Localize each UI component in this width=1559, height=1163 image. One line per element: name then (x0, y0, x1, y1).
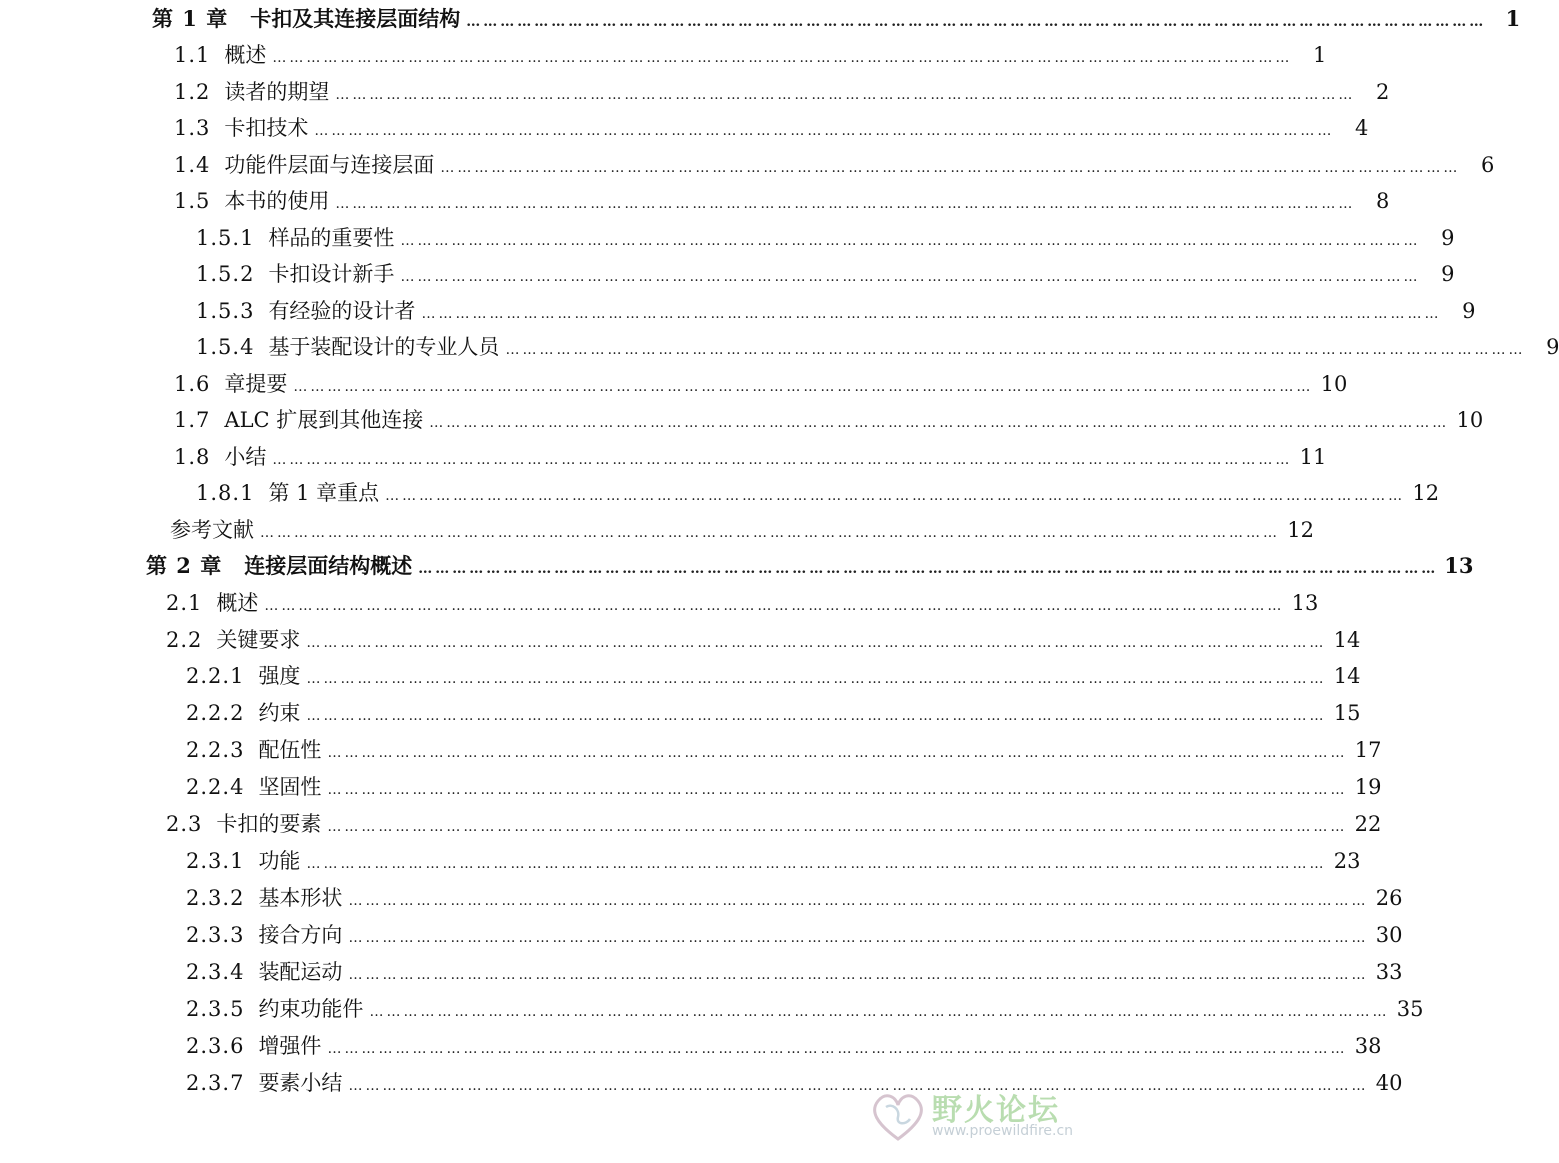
toc-dot-leader: ……………………………………………………………………………………………………………………………………………………………… (335, 87, 1356, 103)
toc-dot-leader: ……………………………………………………………………………………………………………………………………………………………… (400, 233, 1421, 249)
toc-title: 配伍性 (258, 738, 322, 762)
toc-number: 2.3.2 (186, 886, 245, 910)
toc-title: 功能 (258, 849, 301, 873)
toc-page-number: 35 (1396, 997, 1424, 1021)
toc-number: 1.8.1 (196, 481, 255, 505)
toc-dot-leader: ……………………………………………………………………………………………………………………………………………………………… (306, 671, 1327, 687)
toc-entry[interactable] (186, 1033, 1382, 1062)
toc-title: 卡扣技术 (224, 116, 309, 140)
toc-page-number: 9 (1546, 335, 1559, 359)
toc-number: 2.2.3 (186, 738, 245, 762)
toc-number: 2.2.1 (186, 664, 245, 688)
toc-title: 连接层面结构概述 (244, 553, 413, 578)
toc-number: 1.2 (174, 80, 211, 104)
toc-dot-leader: ……………………………………………………………………………………………………………………………………………………………… (327, 782, 1348, 798)
toc-page-number: 26 (1375, 886, 1403, 910)
toc-dot-leader: ……………………………………………………………………………………………………………………………………………………………… (306, 635, 1327, 651)
toc-number: 2.3.6 (186, 1034, 245, 1058)
toc-number: 2.3 (166, 812, 203, 836)
toc-entry[interactable] (186, 737, 1382, 766)
toc-dot-leader: ……………………………………………………………………………………………………………………………………………………………… (348, 967, 1369, 983)
toc-entry[interactable] (186, 996, 1424, 1025)
toc-dot-leader: ……………………………………………………………………………………………………………………………………………………………… (306, 856, 1327, 872)
toc-title: 接合方向 (258, 923, 343, 947)
watermark-url: www.proewildfire.cn (932, 1123, 1074, 1139)
toc-number: 1.5.2 (196, 262, 255, 286)
toc-page-number: 10 (1456, 408, 1484, 432)
toc-title: 有经验的设计者 (268, 299, 416, 323)
toc-dot-leader: ……………………………………………………………………………………………………………………………………………………………… (385, 488, 1406, 504)
toc-title: 概述 (224, 43, 267, 67)
toc-title: ALC 扩展到其他连接 (224, 408, 424, 432)
toc-dot-leader: ……………………………………………………………………………………………………………………………………………………………… (369, 1004, 1390, 1020)
toc-page-number: 4 (1355, 116, 1369, 140)
toc-title: 样品的重要性 (268, 226, 395, 250)
toc-page-number: 12 (1287, 518, 1314, 542)
toc-title: 要素小结 (258, 1071, 343, 1095)
toc-title: 概述 (216, 591, 259, 615)
toc-dot-leader: ……………………………………………………………………………………………………………………………………………………………… (264, 598, 1285, 614)
toc-title: 章提要 (224, 372, 288, 396)
toc-number: 2.3.5 (186, 997, 245, 1021)
toc-dot-leader: ……………………………………………………………………………………………………………………………………………………………… (293, 379, 1314, 395)
toc-page-number: 23 (1333, 849, 1361, 873)
toc-number: 2.3.1 (186, 849, 245, 873)
toc-page-number: 1 (1505, 6, 1521, 31)
toc-entry[interactable] (174, 115, 1369, 144)
toc-page-number: 22 (1354, 812, 1382, 836)
toc-page-number: 13 (1291, 591, 1319, 615)
toc-chapter-entry[interactable] (152, 6, 1521, 35)
toc-number: 第 2 章 (146, 553, 223, 578)
toc-entry[interactable] (196, 480, 1440, 509)
toc-page-number: 2 (1376, 80, 1390, 104)
toc-entry[interactable] (186, 848, 1361, 877)
toc-page-number: 14 (1333, 628, 1361, 652)
toc-title: 约束 (258, 701, 301, 725)
toc-title: 增强件 (258, 1034, 322, 1058)
toc-entry[interactable] (186, 663, 1361, 692)
toc-page-number: 33 (1375, 960, 1403, 984)
toc-entry[interactable] (174, 188, 1390, 217)
toc-number: 1.6 (174, 372, 211, 396)
toc-number: 2.2.4 (186, 775, 245, 799)
toc-dot-leader: ……………………………………………………………………………………………………………………………………………………………… (306, 708, 1327, 724)
toc-dot-leader: ……………………………………………………………………………………………………………………………………………………………… (260, 525, 1280, 541)
toc-page-number: 19 (1354, 775, 1382, 799)
toc-number: 1.8 (174, 445, 211, 469)
toc-page-number: 14 (1333, 664, 1361, 688)
toc-dot-leader: ……………………………………………………………………………………………………………………………………………………………… (327, 819, 1348, 835)
toc-entry[interactable] (170, 517, 1314, 546)
toc-title: 强度 (258, 664, 301, 688)
toc-dot-leader: ……………………………………………………………………………………………………………………………………………………………… (440, 160, 1461, 176)
toc-number: 2.3.4 (186, 960, 245, 984)
toc-number: 1.5.4 (196, 335, 255, 359)
toc-entry[interactable] (186, 700, 1361, 729)
toc-title: 卡扣及其连接层面结构 (250, 6, 461, 31)
toc-entry[interactable] (166, 811, 1382, 840)
toc-title: 卡扣设计新手 (268, 262, 395, 286)
toc-page-number: 38 (1354, 1034, 1382, 1058)
toc-entry[interactable] (186, 959, 1403, 988)
toc-entry[interactable] (174, 371, 1348, 400)
toc-title: 坚固性 (258, 775, 322, 799)
toc-title: 卡扣的要素 (216, 812, 322, 836)
toc-title: 读者的期望 (224, 80, 330, 104)
toc-number: 1.5 (174, 189, 211, 213)
toc-page-number: 15 (1333, 701, 1361, 725)
toc-dot-leader: ……………………………………………………………………………………………………………………………………………………………… (421, 306, 1442, 322)
toc-dot-leader: ……………………………………………………………………………………………………………………………………………………………… (272, 452, 1293, 468)
toc-title: 小结 (224, 445, 267, 469)
toc-entry[interactable] (186, 922, 1403, 951)
toc-entry[interactable] (174, 444, 1327, 473)
toc-page-number: 8 (1376, 189, 1390, 213)
toc-entry[interactable] (174, 42, 1327, 71)
toc-page-number: 6 (1481, 153, 1495, 177)
toc-number: 2.3.7 (186, 1071, 245, 1095)
toc-page-number: 12 (1412, 481, 1440, 505)
toc-page-number: 10 (1320, 372, 1348, 396)
toc-number: 1.3 (174, 116, 211, 140)
toc-number: 2.2 (166, 628, 203, 652)
toc-dot-leader: ……………………………………………………………………………………………………………………………………………………………… (314, 123, 1335, 139)
toc-page-number: 9 (1462, 299, 1476, 323)
toc-dot-leader: ……………………………………………………………………………………………………………………………………………………………… (466, 14, 1487, 30)
toc-dot-leader: ……………………………………………………………………………………………………………………………………………………………… (272, 50, 1293, 66)
toc-chapter-entry[interactable] (146, 553, 1474, 582)
watermark-name: 野火论坛 (932, 1093, 1060, 1128)
toc-entry[interactable] (186, 885, 1403, 914)
toc-dot-leader: ……………………………………………………………………………………………………………………………………………………………… (348, 1078, 1369, 1094)
toc-title: 第 1 章重点 (268, 481, 380, 505)
toc-dot-leader: ……………………………………………………………………………………………………………………………………………………………… (327, 745, 1348, 761)
toc-page-number: 30 (1375, 923, 1403, 947)
toc-title: 关键要求 (216, 628, 301, 652)
toc-entry[interactable] (174, 407, 1484, 436)
toc-number: 1.7 (174, 408, 211, 432)
toc-dot-leader: ……………………………………………………………………………………………………………………………………………………………… (400, 269, 1421, 285)
toc-number: 第 1 章 (152, 6, 229, 31)
toc-dot-leader: ……………………………………………………………………………………………………………………………………………………………… (335, 196, 1356, 212)
toc-page-number: 9 (1441, 226, 1455, 250)
toc-number: 1.1 (174, 43, 211, 67)
toc-entry[interactable] (166, 590, 1319, 619)
toc-title: 参考文献 (170, 518, 254, 542)
toc-number: 1.5.3 (196, 299, 255, 323)
toc-page-number: 40 (1375, 1071, 1403, 1095)
toc-dot-leader: ……………………………………………………………………………………………………………………………………………………………… (327, 1041, 1348, 1057)
heart-swirl-icon (866, 1085, 930, 1145)
toc-title: 装配运动 (258, 960, 343, 984)
toc-entry[interactable] (196, 261, 1455, 290)
toc-page-number: 11 (1299, 445, 1327, 469)
toc-dot-leader: ……………………………………………………………………………………………………………………………………………………………… (429, 415, 1450, 431)
toc-number: 2.3.3 (186, 923, 245, 947)
toc-entry[interactable] (186, 774, 1382, 803)
toc-title: 功能件层面与连接层面 (224, 153, 435, 177)
toc-dot-leader: ……………………………………………………………………………………………………………………………………………………………… (348, 893, 1369, 909)
toc-entry[interactable] (196, 298, 1476, 327)
toc-dot-leader: ……………………………………………………………………………………………………………………………………………………………… (418, 561, 1439, 577)
toc-title: 基本形状 (258, 886, 343, 910)
toc-dot-leader: ……………………………………………………………………………………………………………………………………………………………… (348, 930, 1369, 946)
toc-dot-leader: ……………………………………………………………………………………………………………………………………………………………… (505, 342, 1526, 358)
toc-title: 约束功能件 (258, 997, 364, 1021)
toc-entry[interactable] (174, 152, 1495, 181)
toc-page-number: 17 (1354, 738, 1382, 762)
toc-number: 1.5.1 (196, 226, 255, 250)
toc-page-number: 1 (1313, 43, 1327, 67)
toc-title: 基于装配设计的专业人员 (268, 335, 500, 359)
toc-page-number: 9 (1441, 262, 1455, 286)
toc-entry[interactable] (166, 627, 1361, 656)
toc-entry[interactable] (196, 334, 1559, 363)
watermark (866, 1081, 1076, 1149)
toc-number: 2.1 (166, 591, 203, 615)
toc-page-number: 13 (1444, 553, 1474, 578)
toc-number: 2.2.2 (186, 701, 245, 725)
toc-entry[interactable] (174, 79, 1390, 108)
toc-entry[interactable] (196, 225, 1455, 254)
toc-title: 本书的使用 (224, 189, 330, 213)
toc-number: 1.4 (174, 153, 211, 177)
